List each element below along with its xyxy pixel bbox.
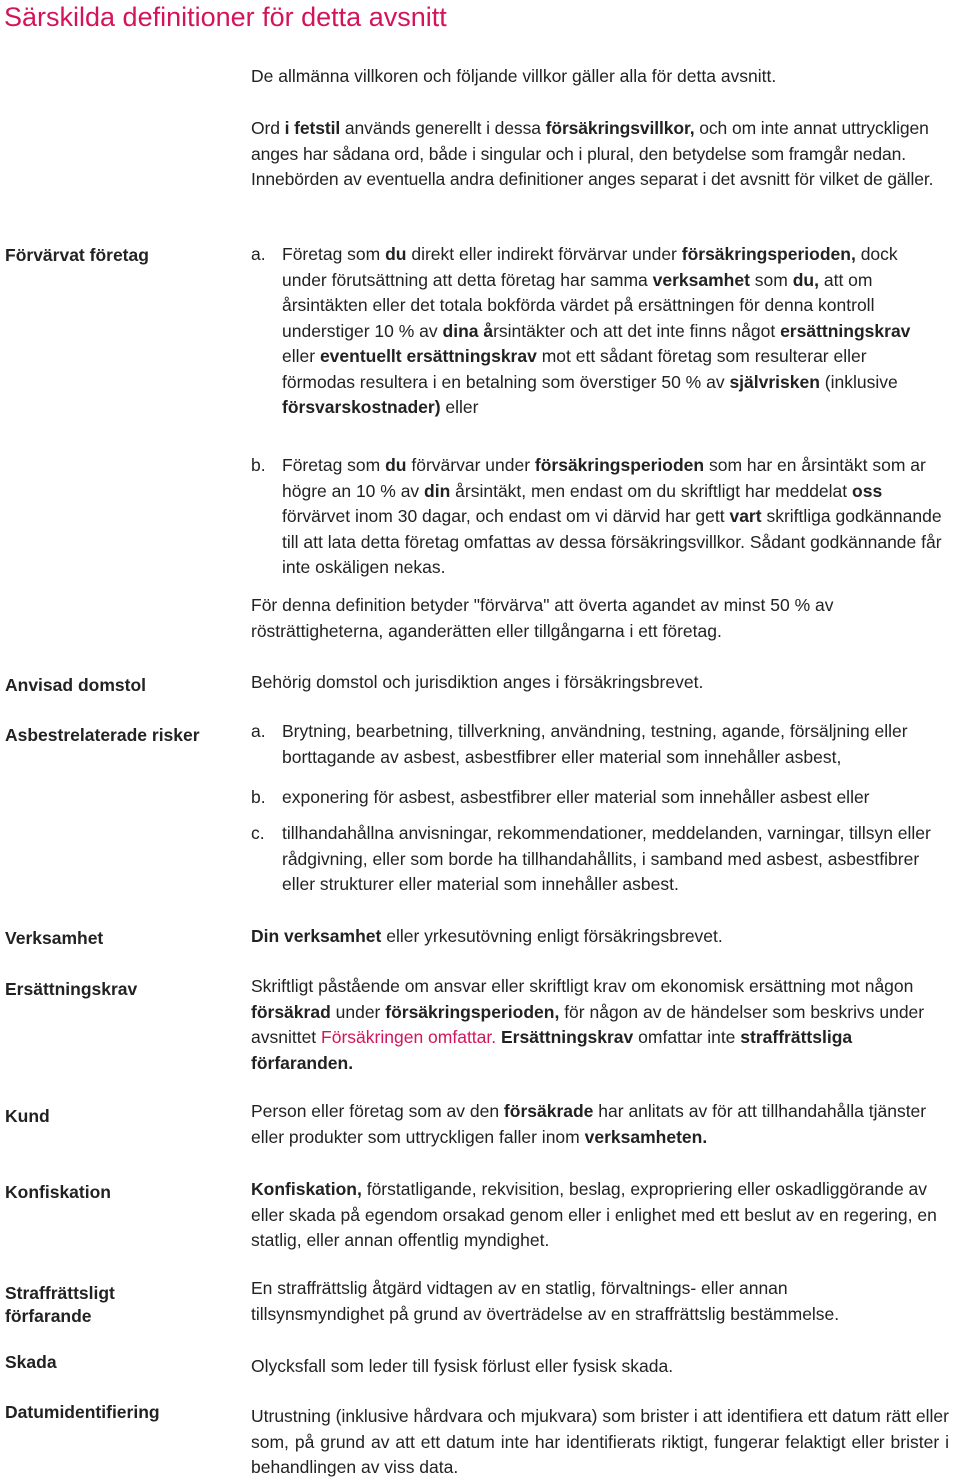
definition-item-b	[251, 785, 960, 811]
definition-text: exponering för asbest, asbestfibrer eller material som innehåller asbest eller	[282, 787, 870, 807]
definition-text: Konfiskation, förstatligande, rekvisition, beslag, expropriering eller oskadliggörande av eller skada på egendom orsakad genom eller i enlighet med ett beslut av en regering, en statlig, eller annan offentlig myndighet.	[251, 1179, 937, 1250]
item-marker: c.	[251, 823, 265, 843]
definition-text: Brytning, bearbetning, tillverkning, användning, testning, agande, försäljning eller borttagande av asbest, asbestfibrer eller material som innehåller asbest,	[282, 721, 908, 767]
term-asbestrelaterade-risker: Asbestrelaterade risker	[5, 725, 200, 745]
intro-line: De allmänna villkoren och följande villkor gäller alla för detta avsnitt.	[251, 66, 777, 86]
definition-text: Din verksamhet eller yrkesutövning enligt försäkringsbrevet.	[251, 926, 723, 946]
term-anvisad-domstol: Anvisad domstol	[5, 675, 146, 695]
term-verksamhet: Verksamhet	[5, 928, 104, 948]
definition-text: Utrustning (inklusive hårdvara och mjukvara) som brister i att identifiera ett datum rätt eller som, på grund av att ett datum inte har identifierats riktigt, fungerar felaktigt eller brister i behandlingen av viss data.	[251, 1406, 949, 1477]
item-marker: a.	[251, 244, 266, 264]
term-datumidentifiering: Datumidentifiering	[5, 1402, 160, 1422]
page-title: Särskilda definitioner för detta avsnitt	[4, 2, 447, 32]
definition-text: Skriftligt påstående om ansvar eller skriftligt krav om ekonomisk ersättning mot någon försäkrad under försäkringsperioden, för någon av de händelser som beskrivs under avsnittet Försäkringen omfattar. Ersättningskrav omfattar inte straffrättsliga förfaranden.	[251, 976, 925, 1073]
term-skada: Skada	[5, 1352, 57, 1372]
term-forvarvat-foretag: Förvärvat företag	[5, 245, 149, 265]
term-straffrattsligt-forfarande: Straffrättsligt förfarande	[5, 1283, 115, 1326]
term-ersattningskrav: Ersättningskrav	[5, 979, 138, 999]
item-marker: b.	[251, 455, 266, 475]
intro-paragraph: Ord i fetstil används generellt i dessa försäkringsvillkor, och om inte annat uttryckligen anges har sådana ord, både i singular och i plural, den betydelse som framgår nedan. Innebörden av eventuella andra definitioner anges separat i det avsnitt för vilket de gäller.	[251, 118, 934, 189]
definition-note: För denna definition betyder "förvärva" att överta agandet av minst 50 % av rösträttigheterna, aganderätten eller tillgångarna i ett företag.	[251, 595, 834, 641]
definition-item-c	[251, 821, 960, 898]
section-reference-link[interactable]: Försäkringen omfattar.	[321, 1027, 497, 1047]
definition-text: En straffrättslig åtgärd vidtagen av en statlig, förvaltnings- eller annan tillsynsmyndighet på grund av överträdelse av en straffrättslig bestämmelse.	[251, 1278, 840, 1324]
definition-text: Olycksfall som leder till fysisk förlust eller fysisk skada.	[251, 1356, 674, 1376]
definition-text: Företag som du direkt eller indirekt förvärvar under försäkringsperioden, dock under förutsättning att detta företag har samma verksamhet som du, att om årsintäkten eller det totala bokförda värdet på ersättningen för denna kontroll understiger 10 % av dina årsintäkter och att det inte finns något ersättningskrav eller eventuellt ersättningskrav mot ett sådant företag som resulterar eller förmodas resultera i en betalning som överstiger 50 % av självrisken (inklusive försvarskostnader) eller	[282, 244, 911, 417]
definition-text: Företag som du förvärvar under försäkringsperioden som har en årsintäkt som ar högre an 10 % av din årsintäkt, men endast om du skriftligt har meddelat oss förvärvet inom 30 dagar, och endast om vi därvid har gett vart skriftliga godkännande till att lata detta företag omfattas av dessa försäkringsvillkor. Sådant godkännande får inte oskäligen nekas.	[282, 455, 942, 577]
definition-text: Person eller företag som av den försäkrade har anlitats av för att tillhandahålla tjänster eller produkter som uttryckligen faller inom verksamheten.	[251, 1101, 927, 1147]
definition-item-b	[251, 453, 960, 581]
term-kund: Kund	[5, 1106, 50, 1126]
item-marker: a.	[251, 721, 266, 741]
definition-item-a	[251, 719, 960, 770]
item-marker: b.	[251, 787, 266, 807]
definition-item-a	[251, 242, 960, 421]
term-konfiskation: Konfiskation	[5, 1182, 111, 1202]
definition-text: Behörig domstol och jurisdiktion anges i försäkringsbrevet.	[251, 672, 704, 692]
definition-text: tillhandahållna anvisningar, rekommendationer, meddelanden, varningar, tillsyn eller rådgivning, eller som borde ha tillhandahållits, i samband med asbest, asbestfibrer eller strukturer eller material som innehåller asbest.	[282, 823, 931, 894]
